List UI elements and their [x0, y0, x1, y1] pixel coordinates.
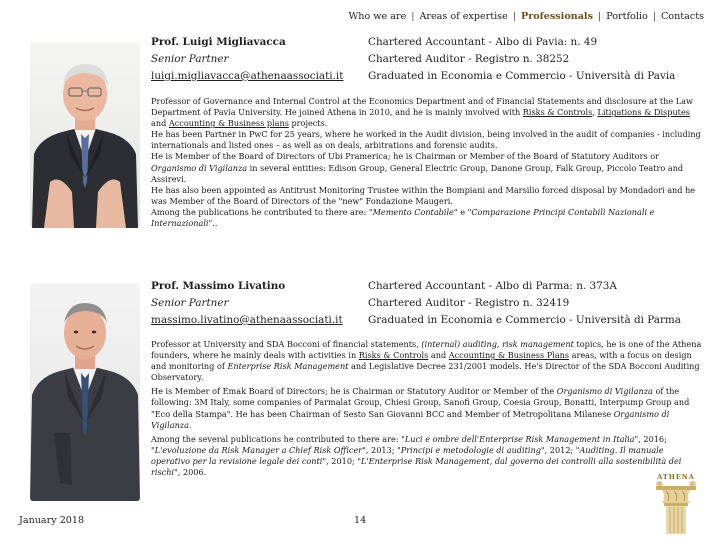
bio-italic-term: Organismo di Vigilanza	[151, 162, 248, 173]
nav-separator: |	[411, 11, 415, 22]
bio-text: in several entities: Edison Group, General Electric Group, Danone Group, Falk Group, Piccolo Teatro and Assirevi.	[151, 162, 684, 184]
bio-text: Professor at University and SDA Bocconi of financial statements,	[151, 339, 422, 349]
bio-text: He is Member of Emak Board of Directors; he is Chairman or Statutory Auditor or Member of the	[151, 386, 557, 397]
bio-text: ", 2012; "	[540, 444, 580, 455]
bio-italic-term: (internal) auditing, risk management	[421, 339, 574, 349]
bio-paragraph	[151, 386, 703, 430]
bio-text: Among the several publications he contributed to there are: "	[151, 433, 405, 444]
credential-auditor: Chartered Auditor - Registro n. 32419	[368, 297, 570, 309]
profile-identity	[151, 34, 363, 85]
profile-role: Senior Partner	[151, 297, 229, 309]
logo-wordmark: ATHENA	[657, 473, 695, 481]
bio-italic-term: Memento Contabile	[372, 206, 454, 217]
credential-auditor: Chartered Auditor - Registro n. 38252	[368, 53, 570, 65]
bio-text: and	[428, 350, 449, 361]
bio-underlined-term: Litigations & Disputes	[597, 107, 690, 118]
bio-underlined-term: Risks & Controls	[358, 350, 429, 361]
bio-italic-term: Auditing. Il manuale operativo per la revisione legale dei conti	[151, 444, 664, 466]
bio-paragraph	[151, 96, 703, 129]
nav-who-we-are[interactable]: Who we are	[348, 11, 407, 22]
profile-bio-migliavacca	[151, 96, 703, 229]
profile-role: Senior Partner	[151, 53, 229, 65]
profile-credentials	[368, 278, 718, 329]
portrait-photo-migliavacca	[30, 42, 140, 228]
bio-italic-term: L'evoluzione da Risk Manager a Chief Risk Officer	[154, 444, 363, 455]
bio-text: .	[188, 419, 192, 430]
bio-text: Professor of Governance and Internal Control at the Economics Department and of Financial Statements and disclosure at the Law Department of Pavia University. He joined Athena in 2010, and he is mainly involved with	[151, 96, 693, 118]
profile-credentials	[368, 34, 718, 85]
bio-italic-term: Organismo di Vigilanza	[556, 386, 653, 397]
athena-logo	[652, 473, 700, 537]
bio-underlined-term: Accounting & Business plans	[168, 118, 289, 129]
bio-paragraph: He has also been appointed as Antitrust Monitoring Trustee within the Bompiani and Marsilio forced disposal by Mondadori and he was Member of the Board of Directors of the "new" Fondazione Maugeri.	[151, 184, 696, 206]
credential-degree: Graduated in Economia e Commercio - Università di Parma	[368, 314, 681, 326]
bio-text: Among the publications he contributed to there are: "	[151, 206, 373, 217]
bio-text: and	[151, 118, 169, 129]
bio-italic-term: Comparazione Principi Contabili Nazionali e Internazionali	[151, 206, 655, 229]
bio-text: ,	[592, 107, 598, 118]
nav-areas-of-expertise[interactable]: Areas of expertise	[419, 11, 508, 22]
profile-email-link[interactable]: massimo.livatino@athenaassociati.it	[151, 314, 343, 326]
nav-professionals[interactable]: Professionals	[520, 11, 593, 22]
footer-date: January 2018	[19, 515, 85, 526]
page-number: 14	[354, 515, 367, 526]
bio-italic-term: L'Enterprise Risk Management, dal governo dei controlli alla sostenibilità dei rischi	[151, 455, 682, 478]
bio-paragraph: He has been Partner in PwC for 25 years, where he worked in the Audit division, being involved in the audit of companies - including internationals and listed ones – as well as on deals, arbitrations and forensic audits.	[151, 129, 701, 151]
bio-text: and Legislative Decree 231/2001 models. He's Director of the SDA Bocconi Auditing Observatory.	[151, 361, 700, 383]
nav-separator: |	[597, 11, 602, 22]
nav-separator: |	[512, 11, 516, 22]
bio-italic-term: Organismo di Vigilanza	[151, 408, 670, 430]
bio-italic-term: Enterprise Risk Management	[227, 361, 349, 372]
bio-text: ", 2016; "	[151, 433, 667, 455]
profile-bio-livatino	[151, 339, 703, 478]
bio-text: topics, he is one of the Athena founders, where he mainly deals with activities in	[151, 339, 702, 361]
bio-underlined-term: Risks & Controls	[522, 107, 593, 118]
nav-separator: |	[652, 11, 656, 22]
bio-italic-term: Principi e metodologie di auditing	[400, 444, 541, 455]
bio-text: ", 2010; "	[322, 455, 362, 466]
bio-text: projects.	[288, 118, 328, 129]
bio-paragraph	[151, 339, 703, 383]
column-capital-icon	[652, 473, 700, 537]
bio-paragraph	[151, 151, 703, 184]
credential-accountant: Chartered Accountant - Albo di Pavia: n. 49	[368, 36, 598, 48]
bio-text: ", 2006.	[174, 467, 207, 478]
profile-identity	[151, 278, 363, 329]
nav-contacts[interactable]: Contacts	[660, 11, 704, 22]
bio-text: areas, with a focus on design and monitoring of	[151, 350, 692, 372]
portrait-photo-livatino	[30, 283, 140, 501]
profile-email-link[interactable]: luigi.migliavacca@athenaassociati.it	[151, 70, 344, 82]
bio-paragraph	[151, 207, 703, 229]
nav-portfolio[interactable]: Portfolio	[606, 11, 648, 22]
bio-text: He is Member of the Board of Directors of Ubi Pramerica; he is Chairman or Member of the Board of Statutory Auditors or	[151, 151, 659, 162]
profile-name: Prof. Massimo Livatino	[151, 280, 286, 292]
top-navigation	[348, 11, 704, 22]
bio-paragraph	[151, 434, 703, 478]
profile-name: Prof. Luigi Migliavacca	[151, 36, 286, 48]
bio-underlined-term: Accounting & Business Plans	[448, 350, 570, 361]
bio-text: "..	[208, 218, 218, 229]
bio-text: " e "	[453, 206, 472, 217]
credential-degree: Graduated in Economia e Commercio - Università di Pavia	[368, 70, 676, 82]
credential-accountant: Chartered Accountant - Albo di Parma: n. 373A	[368, 280, 617, 292]
bio-italic-term: Luci e ombre dell'Enterprise Risk Management in Italia	[404, 433, 635, 444]
bio-text: ", 2013; "	[362, 444, 401, 455]
bio-text: of the following: 3M Italy, some companies of Parmalat Group, Chiesi Group, Sanofi Group, Coesia Group, Bonatti, Interpump Group and "Eco della Stampa". He has been Chairman of Sesto San Giovanni BCC and Member of Metropolitana Milanese	[151, 386, 690, 419]
